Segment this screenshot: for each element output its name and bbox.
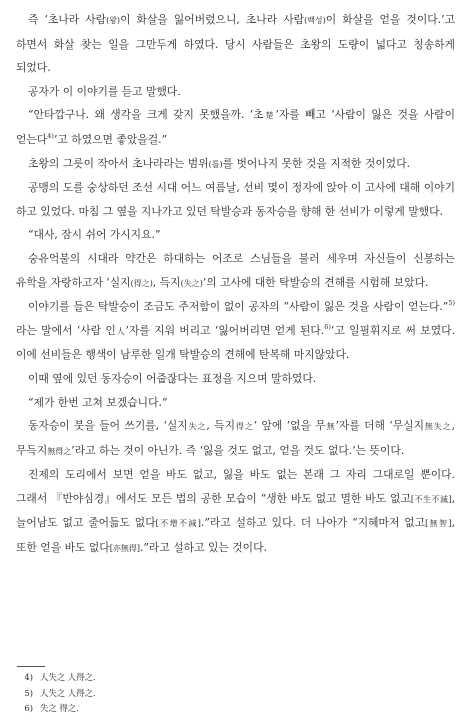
text-run: ’자를 더해 ‘무실지 xyxy=(335,419,425,433)
text-run: 이때 옆에 있던 동자승이 어줍잖다는 표정을 지으며 말하였다. xyxy=(28,371,317,385)
text-run: , 늘어남도 없고 줄어듦도 없다 xyxy=(16,491,456,530)
text-run: , 득지 xyxy=(206,419,236,433)
hanja-annotation: (得之) xyxy=(130,278,153,288)
footnote-item xyxy=(17,670,96,686)
text-run: 숭유억불의 시대라 약간은 하대하는 어조로 스님들을 불러 세우며 자신들이 신봉하는 유학을 자랑하고자 ‘실지 xyxy=(16,251,455,289)
text-run: ’ 앞에 ‘없을 무 xyxy=(253,419,326,433)
paragraph xyxy=(16,391,455,415)
hanja-annotation: (백성) xyxy=(304,16,326,25)
hanja-annotation: [不生不滅] xyxy=(410,494,452,504)
text-run: 동자승이 붓을 들어 쓰기를, ‘실지 xyxy=(28,419,188,433)
text-run: 즉 ‘초나라 사람 xyxy=(28,13,107,26)
text-run: ’자를 지워 버리고 ‘잃어버리면 얻게 된다. xyxy=(125,323,325,337)
footnote-number: 6) xyxy=(24,703,33,713)
text-run: 진제의 도리에서 보면 얻을 바도 없고, 잃을 바도 없는 본래 그 자리 그대로일 뿐이다. 그래서 『반야심경』에서도 모든 법의 공한 모습이 “생한 바도 없고 멸한 바도 없고 xyxy=(16,468,455,505)
hanja-annotation: (왕) xyxy=(106,16,121,25)
text-run: 이야기를 들은 탁발승이 조금도 주저함이 없이 공자의 “사람이 잃은 것을 사람이 얻는다.” xyxy=(28,300,449,314)
hanja-annotation: 無得之 xyxy=(47,446,72,456)
footnotes xyxy=(17,670,96,717)
text-run: , 또한 얻을 바도 없다 xyxy=(16,516,455,555)
footnote-text: 失之 得之. xyxy=(40,703,79,713)
text-run: “대사, 잠시 쉬어 가시지요.” xyxy=(28,228,161,242)
paragraph xyxy=(16,223,455,247)
hanja-annotation: [不增不減] xyxy=(155,519,201,529)
footnote-item xyxy=(17,701,96,717)
footnote-divider xyxy=(17,666,45,667)
text-run: “안타깝구나. 왜 생각을 크게 갖지 못했을까. ‘초 xyxy=(28,108,264,122)
hanja-annotation: (失之) xyxy=(180,278,203,288)
footnote-item xyxy=(17,686,96,702)
paragraph xyxy=(16,103,455,151)
text-run: 이 화살을 얻을 것이다.’고 하면서 화살 찾는 일을 그만두게 하였다. 당시 사람들은 초왕의 도량이 넓다고 칭송하게 되었다. xyxy=(16,13,456,75)
paragraph xyxy=(16,8,455,80)
footnote-reference: 5) xyxy=(448,299,455,308)
text-run: “제가 한번 고쳐 보겠습니다.” xyxy=(28,395,168,409)
text-run: ’라고 하는 것이 아닌가. 즉 ‘잃을 것도 없고, 얻을 것도 없다.’는 뜻이다. xyxy=(71,443,405,457)
hanja-annotation: 人 xyxy=(115,326,126,336)
text-run: ’고 하였으면 좋았을걸.” xyxy=(53,132,168,146)
paragraph xyxy=(16,80,455,104)
text-run: ’고 일필휘지로 써 보였다. 이에 선비들은 행색이 남루한 일개 탁발승의 견해에 탄복해 마지않았다. xyxy=(16,323,455,362)
text-run: 공맹의 도를 숭상하던 조선 시대 어느 여름날, 선비 몇이 정자에 앉아 이 고사에 대해 이야기 하고 있었다. 마침 그 옆을 지나가고 있던 탁발승과 동자승을 향해 한 선비가 이렇게 말했다. xyxy=(16,181,455,218)
hanja-annotation: 得之 xyxy=(235,422,254,432)
text-run: , 득지 xyxy=(152,275,181,289)
hanja-annotation: (틀) xyxy=(208,159,223,169)
text-run: 공자가 이 이야기를 듣고 말했다. xyxy=(28,84,181,98)
hanja-annotation: [亦無得] xyxy=(109,544,140,554)
footnote-text: 人失之 人得之. xyxy=(40,687,96,698)
hanja-annotation: 無 xyxy=(325,422,336,432)
hanja-annotation: [無智] xyxy=(425,519,452,529)
text-run: ’의 고사에 대한 탁발승의 견해를 시험해 보았다. xyxy=(202,275,429,289)
text-run: 초왕의 그릇이 작아서 초나라라는 범위 xyxy=(28,156,209,170)
text-run: ’자를 빼고 ‘사람이 잃은 것을 사람이 얻는다 xyxy=(16,108,455,146)
text-run: , 무득지 xyxy=(16,419,456,457)
footnote-reference: 6) xyxy=(324,322,331,331)
footnote-number: 4) xyxy=(24,672,33,682)
hanja-annotation: 楚 xyxy=(263,111,276,121)
hanja-annotation: 無失之 xyxy=(424,422,452,432)
hanja-annotation: 失之 xyxy=(187,422,207,432)
paragraph xyxy=(16,295,455,367)
paragraph xyxy=(16,367,455,391)
text-run: 라는 말에서 ‘사람 인 xyxy=(16,323,116,337)
text-run: .”라고 설하고 있다. 더 나아가 “지혜마저 없고 xyxy=(200,516,426,530)
text-run: 를 벗어나지 못한 것을 지적한 것이었다. xyxy=(222,156,411,170)
footnote-text: 人失之 人得之. xyxy=(40,672,96,682)
footnote-reference: 4) xyxy=(47,131,54,140)
paragraph xyxy=(16,247,455,295)
paragraph xyxy=(16,176,455,223)
footnote-number: 5) xyxy=(24,687,33,698)
text-run: 이 화살을 잃어버렸으니, 초나라 사람 xyxy=(120,13,305,26)
paragraph xyxy=(16,414,455,463)
body-text xyxy=(16,8,455,561)
paragraph xyxy=(16,152,455,177)
text-run: .”라고 설하고 있는 것이다. xyxy=(139,541,267,555)
paragraph xyxy=(16,463,455,560)
